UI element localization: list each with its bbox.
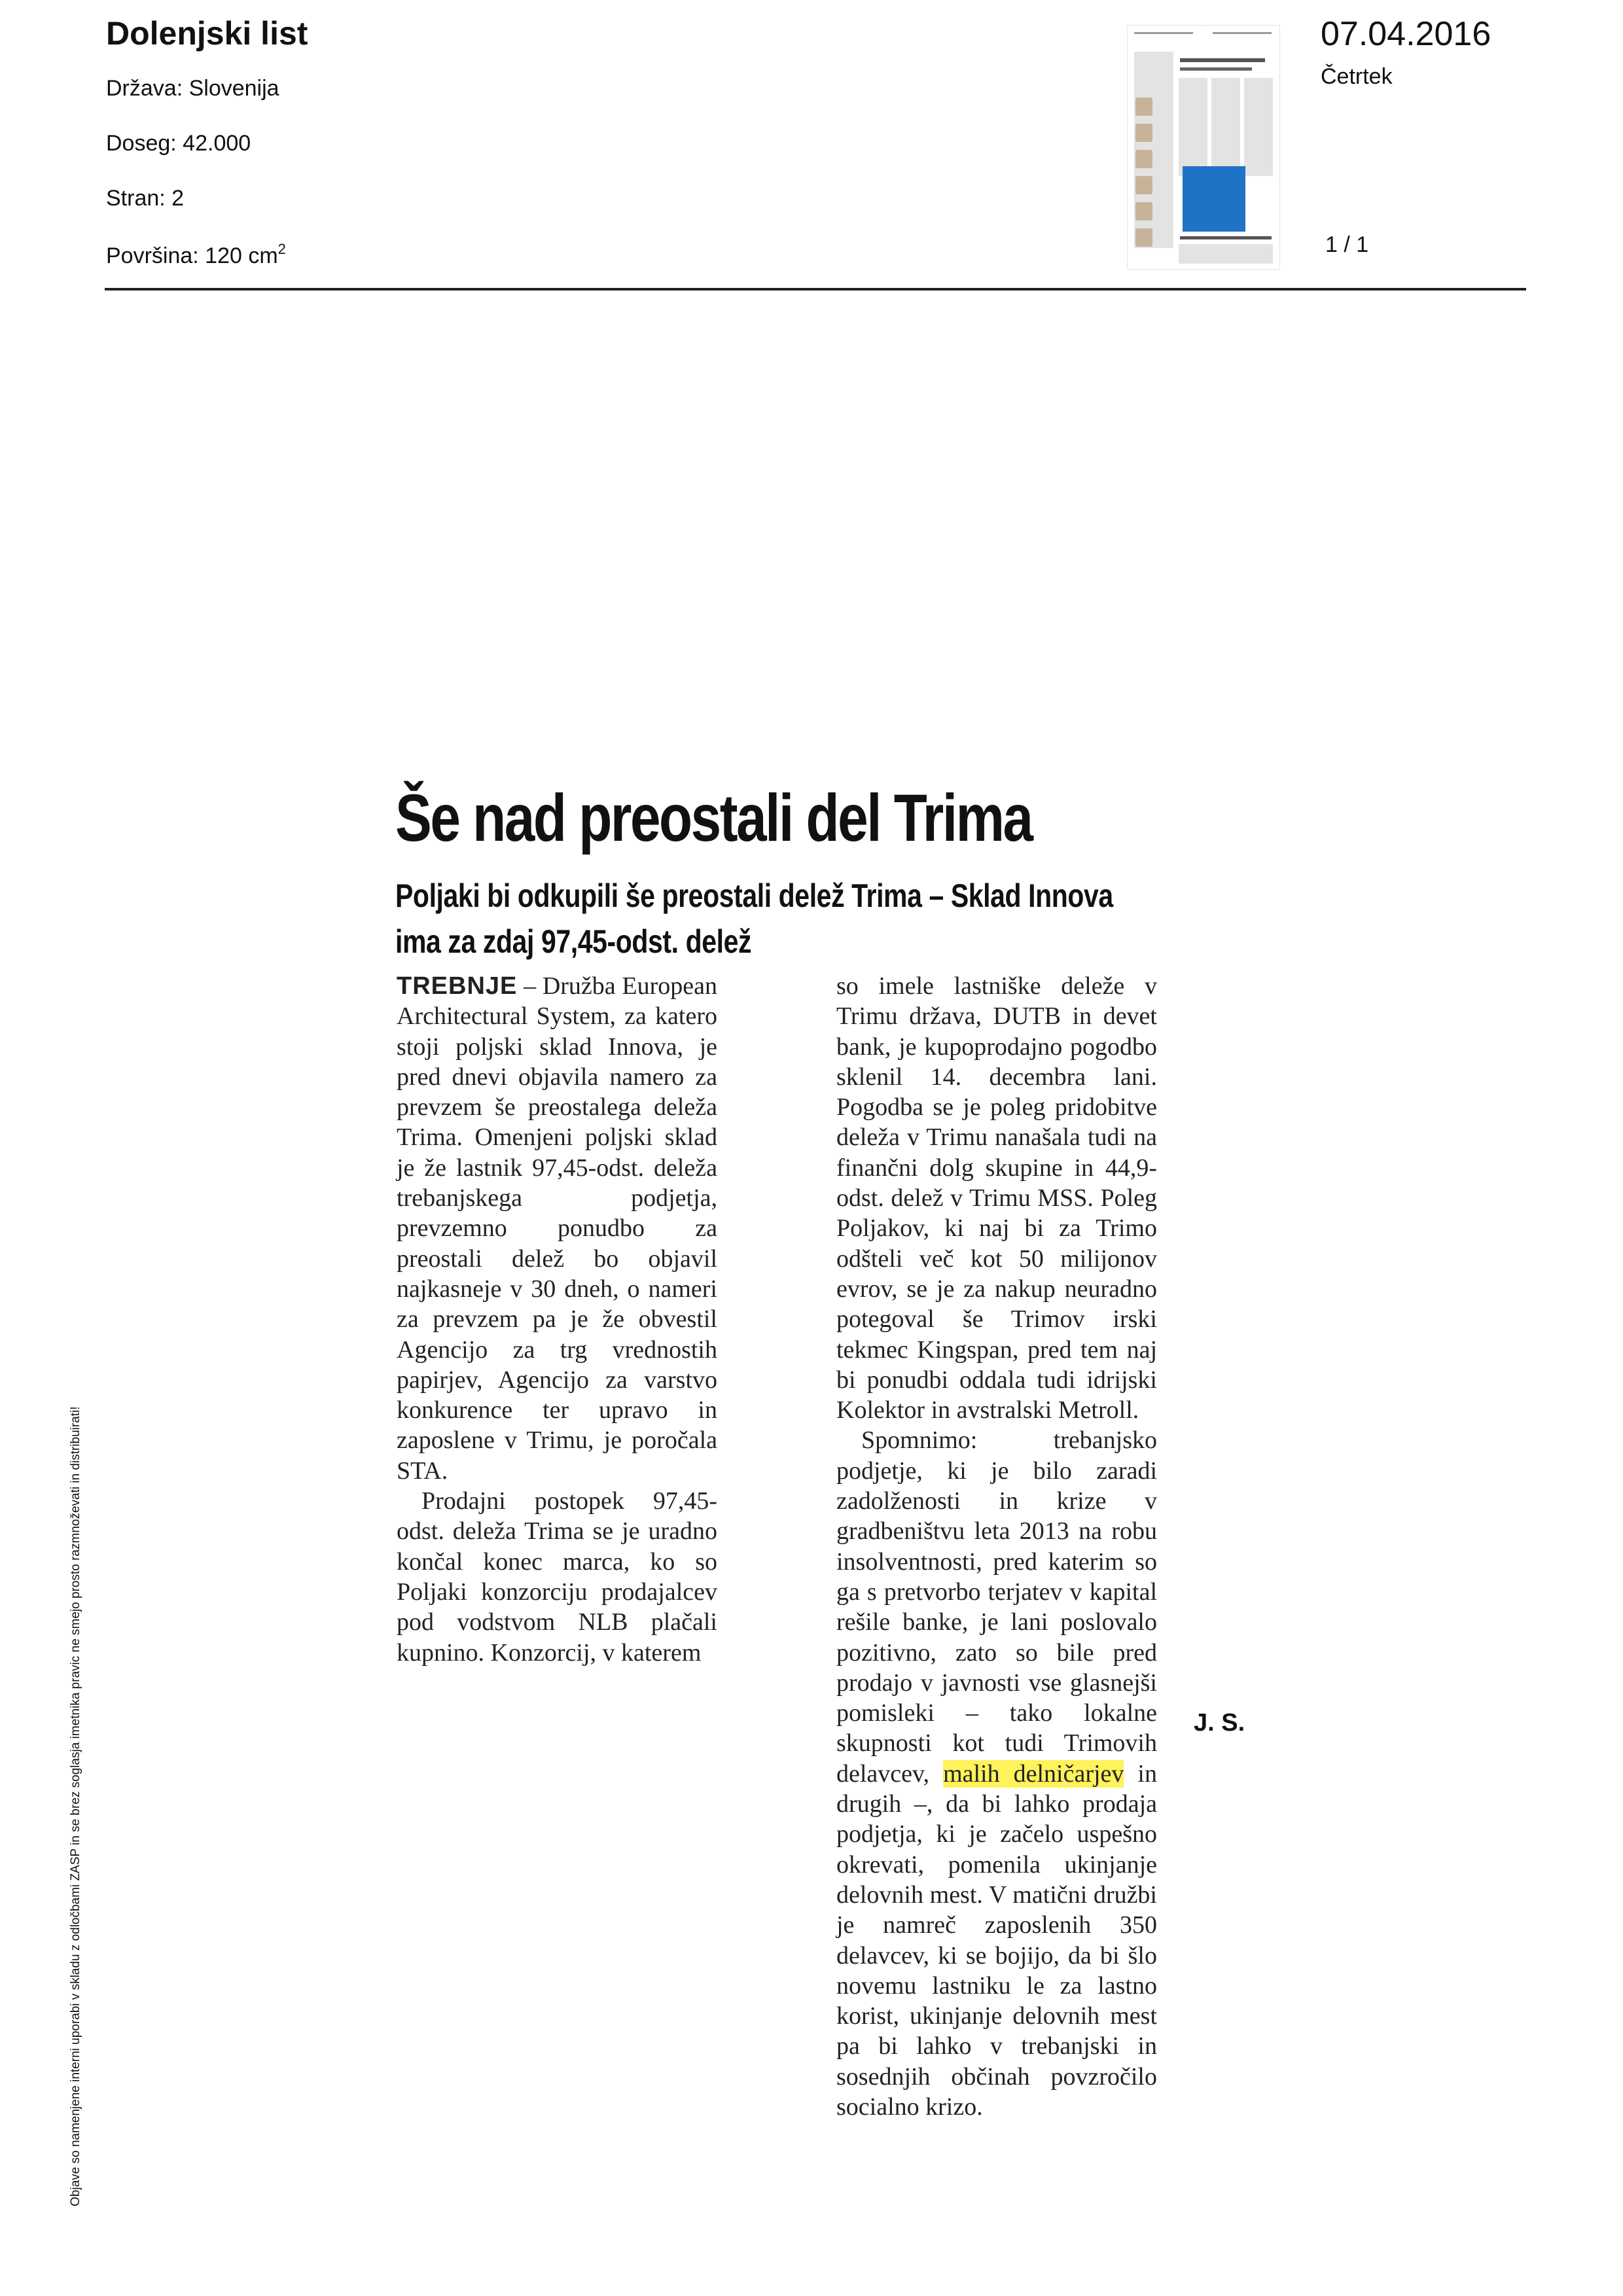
paragraph-3-text-b: in drugih –, da bi lahko prodaja podjetja, ki je začelo uspešno okrevati, pomenila ukinjanje delovnih mest. V matični družbi je namreč zaposlenih 350 delavcev, ki se bojijo, da bi šlo novemu lastniku le za lastno korist, ukinjanje delovnih mest pa bi lahko v trebanjski in sosednjih občinah povzročilo socialno krizo.: [836, 1759, 1157, 2121]
thumb-line: [1134, 32, 1193, 34]
thumb-headline: [1180, 58, 1265, 62]
thumb-photo: [1135, 202, 1152, 221]
thumb-photo: [1135, 150, 1152, 168]
thumb-photo: [1135, 124, 1152, 142]
area-superscript: 2: [277, 241, 286, 257]
article-subtitle: Poljaki bi odkupili še preostali delež Trima – Sklad Innova ima za zdaj 97,45-odst. delež: [395, 877, 1113, 960]
rights-notice: Objave so namenjene interni uporabi v skladu z odločbami ZASP in se brez soglasja imetnika pravic ne smejo prosto razmnoževati in distribuirati!: [69, 1406, 82, 2206]
article-column-2: [836, 971, 1157, 2122]
thumb-column: [1244, 78, 1273, 176]
paragraph-2: Prodajni postopek 97,45-odst. deleža Trima se je uradno končal konec marca, ko so Poljaki konzorciju prodajalcev pod vodstvom NLB plačali kupnino. Konzorcij, v katerem: [397, 1487, 717, 1667]
area-text: Površina: 120 cm: [106, 243, 278, 268]
paragraph-3: [836, 1425, 1157, 2122]
issue-date: 07.04.2016: [1321, 15, 1491, 53]
paragraph-2-continued: so imele lastniške deleže v Trimu država, DUTB in devet bank, je kupoprodajno pogodbo sklenil 14. decembra lani. Pogodba se je poleg pridobitve deleža v Trimu nanašala tudi na finančni dolg skupine in 44,9-odst. delež v Trimu MSS. Poleg Poljakov, ki naj bi za Trimo odšteli več kot 50 milijonov evrov, se je za nakup neuradno potegoval še Trimov irski tekmec Kingspan, pred tem naj bi ponudbi oddala tudi idrijski Kolektor in avstralski Metroll.: [836, 972, 1157, 1424]
area-label: [106, 241, 286, 269]
thumb-photo: [1135, 228, 1152, 247]
publication-name: Dolenjski list: [106, 15, 308, 52]
paragraph-1-text: – Družba European Architectural System, za katero stoji poljski sklad Innova, je pred dnevi objavila namero za prevzem še preostalega deleža Trima. Omenjeni poljski sklad je že lastnik 97,45-odst. deleža trebanjskega podjetja, prevzemno ponudbo za preostali delež bo objavil najkasneje v 30 dneh, o nameri za prevzem pa je že obvestil Agencijo za trg vrednostih papirjev, Agencijo za varstvo konkurence ter upravo in zaposlene v Trimu, je poročala STA.: [397, 972, 717, 1485]
paragraph-3-text-a: Spomnimo: trebanjsko podjetje, ki je bilo zaradi zadolženosti in krize v gradbeništvu leta 2013 na robu insolventnosti, pred katerim so ga s pretvorbo terjatev v kapital rešile banke, je lani poslovalo pozitivno, zato so bile pred prodajo v javnosti vse glasnejši pomisleki – tako lokalne skupnosti kot tudi Trimovih delavcev,: [836, 1426, 1157, 1788]
issue-weekday: Četrtek: [1321, 64, 1393, 89]
thumb-headline: [1180, 236, 1272, 239]
thumb-column: [1179, 78, 1207, 176]
page-thumbnail[interactable]: [1127, 25, 1280, 270]
thumb-line: [1213, 32, 1272, 34]
header-divider: [105, 288, 1526, 291]
article-column-1: [397, 971, 717, 1668]
highlighted-phrase: malih delničarjev: [943, 1759, 1124, 1788]
page-label: Stran: 2: [106, 186, 185, 211]
thumb-photo: [1135, 97, 1152, 116]
author-signature: J. S.: [1194, 1709, 1245, 1737]
paragraph-1: [397, 971, 717, 1486]
thumb-headline: [1180, 67, 1252, 71]
thumb-column: [1179, 244, 1273, 264]
thumb-blue-box: [1183, 166, 1245, 232]
thumb-column: [1211, 78, 1240, 176]
country-label: Država: Slovenija: [106, 76, 279, 101]
dateline: TREBNJE: [397, 972, 518, 1000]
reach-label: Doseg: 42.000: [106, 131, 251, 156]
article-title: Še nad preostali del Trima: [395, 781, 1032, 855]
thumb-photo: [1135, 176, 1152, 194]
page-count: 1 / 1: [1325, 232, 1369, 257]
